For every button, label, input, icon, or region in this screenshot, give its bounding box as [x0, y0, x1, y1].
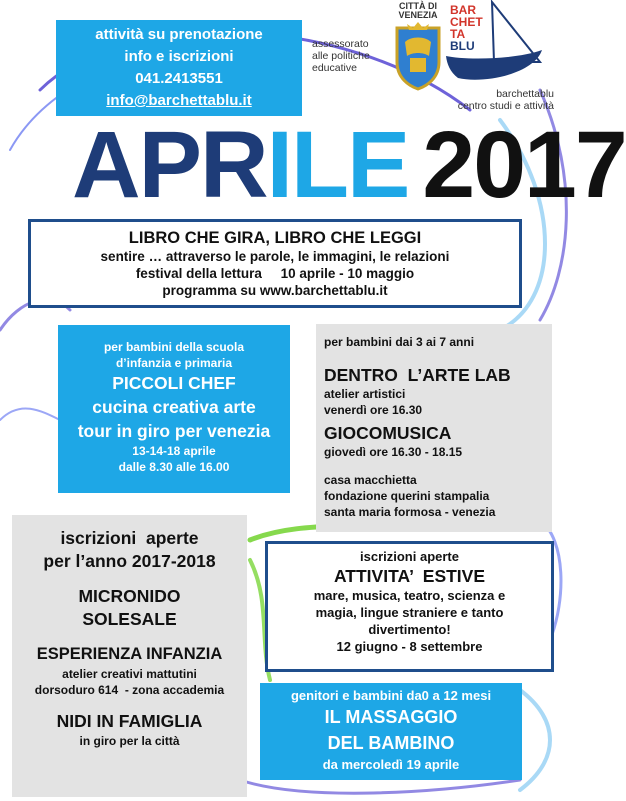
arte-intro: per bambini dai 3 ai 7 anni	[324, 335, 475, 349]
contact-box	[56, 20, 302, 116]
libro-heading: LIBRO CHE GIRA, LIBRO CHE LEGGI	[128, 229, 422, 247]
libro-line: sentire … attraverso le parole, le immagini, le relazioni	[100, 249, 450, 264]
estive-line: divertimento!	[368, 622, 451, 637]
assessorato-line: educative	[312, 62, 357, 74]
chef-hours: dalle 8.30 alle 16.00	[118, 460, 230, 474]
massaggio-box	[260, 683, 522, 780]
massaggio-date: da mercoledì 19 aprile	[322, 757, 460, 772]
citta-line: VENEZIA	[398, 10, 438, 20]
arte-sub: venerdì ore 16.30	[324, 403, 423, 417]
title-part-apr: APR	[72, 112, 267, 218]
micronido-title: MICRONIDO	[78, 586, 181, 606]
title-part-ile: ILE	[266, 112, 409, 218]
arte-sub: atelier artistici	[324, 387, 406, 401]
estive-dates: 12 giugno - 8 settembre	[336, 639, 483, 654]
estive-line: magia, lingue straniere e tanto	[315, 605, 504, 620]
arte-place: fondazione querini stampalia	[324, 489, 490, 503]
iscrizioni-anno-box	[12, 515, 247, 797]
arte-place: santa maria formosa - venezia	[324, 505, 496, 519]
contact-line-info: info e iscrizioni	[124, 48, 234, 65]
chef-title: cucina creativa arte	[92, 397, 256, 417]
arte-title: GIOCOMUSICA	[324, 423, 452, 443]
chef-intro: per bambini della scuola	[103, 340, 245, 354]
libro-line: festival della lettura 10 aprile - 10 maggio	[135, 266, 415, 281]
massaggio-title: DEL BAMBINO	[327, 733, 455, 753]
piccoli-chef-box	[58, 325, 290, 493]
contact-phone[interactable]: 041.2413551	[135, 70, 223, 87]
nidi-title: NIDI IN FAMIGLIA	[56, 711, 203, 731]
logo-letters: CHET	[450, 15, 483, 29]
micronido-title: SOLESALE	[82, 609, 177, 629]
chef-title: tour in giro per venezia	[77, 421, 271, 441]
assessorato-line: alle politiche	[312, 50, 370, 62]
estive-title: ATTIVITA’ ESTIVE	[333, 566, 486, 586]
dentro-arte-box	[316, 324, 552, 532]
nidi-sub: in giro per la città	[79, 734, 180, 748]
libro-program-link[interactable]: programma su www.barchettablu.it	[162, 283, 388, 298]
chef-intro: d’infanzia e primaria	[115, 356, 233, 370]
logo-letters: TA	[450, 27, 466, 41]
iscrizioni-heading: iscrizioni aperte	[60, 528, 199, 548]
assessorato-line: assessorato	[312, 38, 369, 50]
brand-caption	[414, 88, 554, 112]
citta-line: CITTÀ DI	[399, 1, 437, 11]
arte-title: DENTRO L’ARTE LAB	[324, 365, 511, 385]
massaggio-intro: genitori e bambini da0 a 12 mesi	[290, 688, 492, 703]
arte-sub: giovedì ore 16.30 - 18.15	[324, 445, 463, 459]
brand-subtitle: centro studi e attività	[457, 100, 554, 112]
brand-name: barchettablu	[496, 88, 554, 100]
contact-email-link[interactable]: info@barchettablu.it	[106, 92, 252, 109]
esperienza-sub: atelier creativi mattutini	[62, 667, 197, 681]
assessorato-text	[312, 38, 392, 74]
attivita-estive-box	[265, 541, 554, 672]
logo-letters: BLU	[450, 39, 475, 53]
page-title	[72, 112, 626, 218]
iscrizioni-heading: per l’anno 2017-2018	[43, 551, 216, 571]
esperienza-address: dorsoduro 614 - zona accademia	[34, 683, 225, 697]
chef-title: PICCOLI CHEF	[112, 373, 236, 393]
estive-intro: iscrizioni aperte	[360, 549, 459, 564]
citta-di-venezia-label	[392, 2, 444, 20]
barchettablu-logo	[444, 0, 544, 86]
chef-dates: 13-14-18 aprile	[132, 444, 216, 458]
esperienza-title: ESPERIENZA INFANZIA	[36, 645, 223, 663]
libro-che-gira-box	[28, 219, 522, 308]
arte-place: casa macchietta	[324, 473, 417, 487]
venezia-crest-icon	[393, 22, 443, 90]
contact-line-prenotazione: attività su prenotazione	[95, 26, 263, 43]
title-year: 2017	[422, 112, 626, 218]
logo-letters: BAR	[450, 3, 476, 17]
estive-line: mare, musica, teatro, scienza e	[313, 588, 506, 603]
massaggio-title: IL MASSAGGIO	[324, 707, 458, 727]
